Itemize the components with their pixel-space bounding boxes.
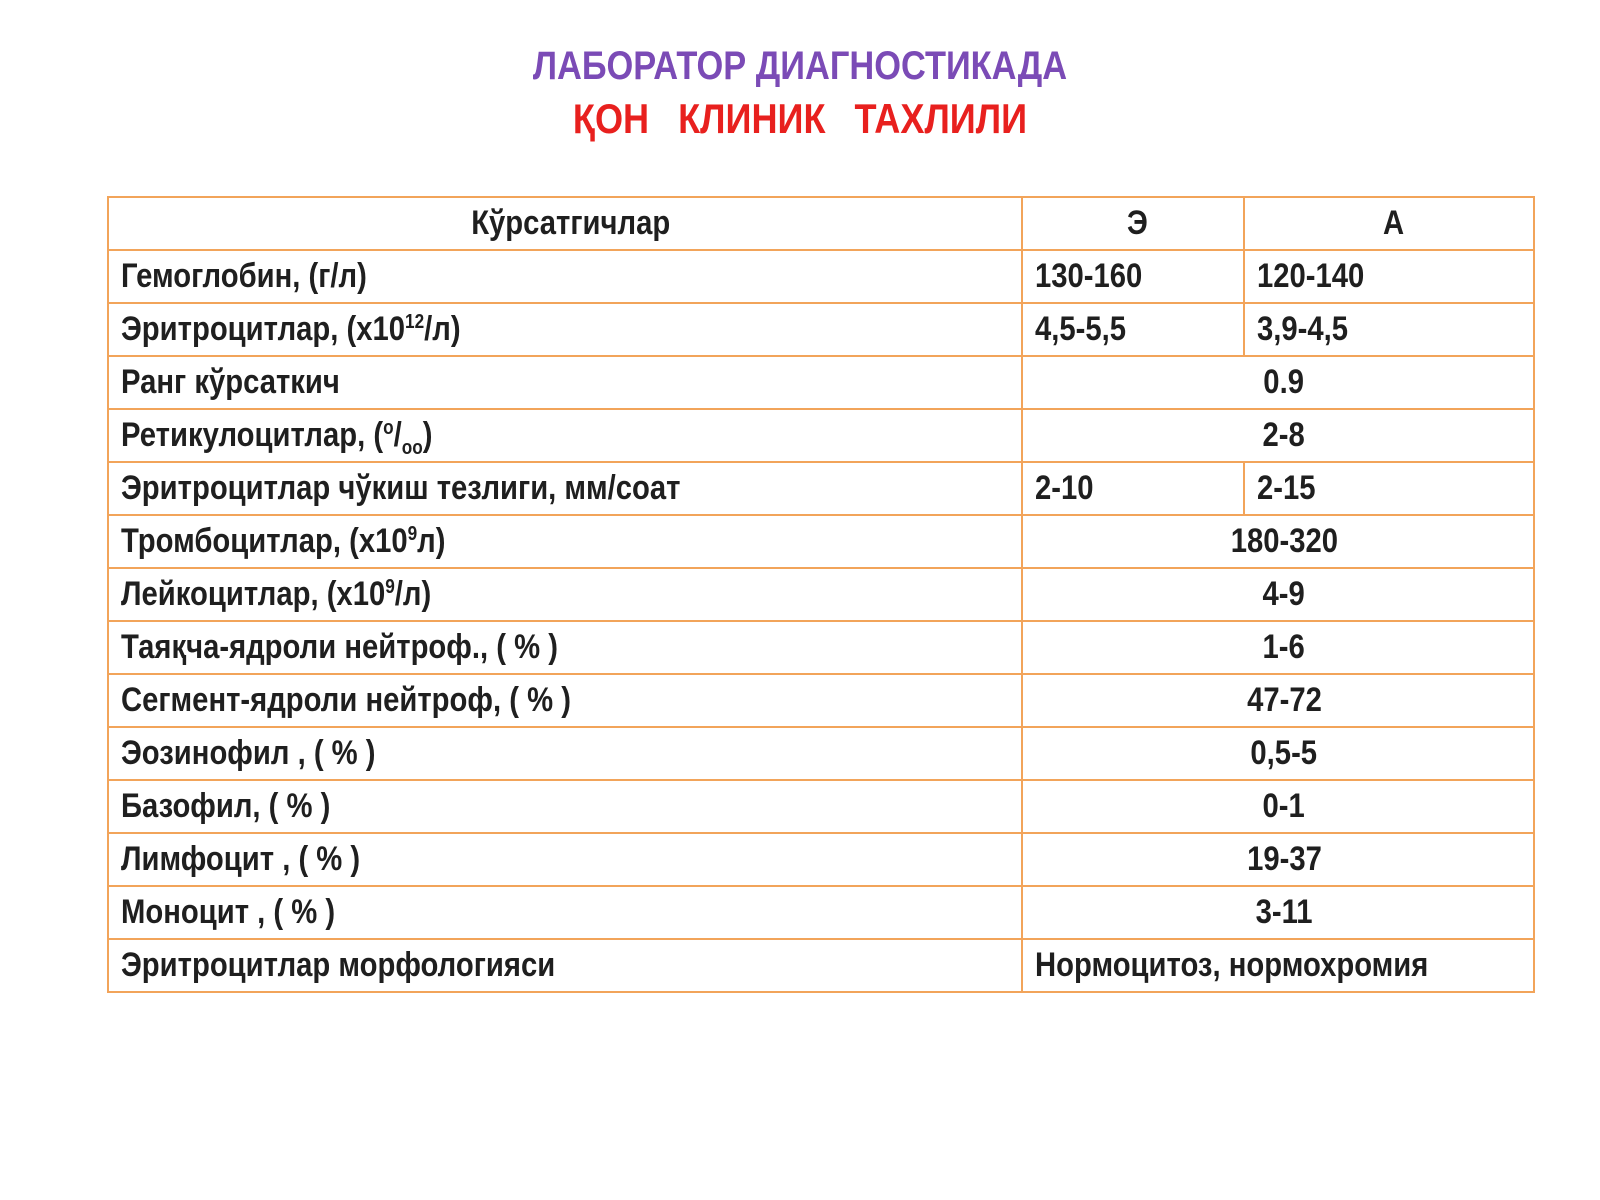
shared-value: 180-320 (1022, 515, 1534, 568)
indicator-name: Эритроцитлар морфологияси (108, 939, 1022, 992)
indicator-name: Лимфоцит , ( % ) (108, 833, 1022, 886)
female-value: 3,9-4,5 (1244, 303, 1534, 356)
indicator-name: Сегмент-ядроли нейтроф, ( % ) (108, 674, 1022, 727)
indicator-name: Ранг кўрсаткич (108, 356, 1022, 409)
page-header (0, 40, 1600, 146)
shared-value: 0-1 (1022, 780, 1534, 833)
blood-test-table (107, 196, 1535, 993)
table-row (108, 621, 1534, 674)
shared-value: 0,5-5 (1022, 727, 1534, 780)
table-row (108, 833, 1534, 886)
indicator-name: Базофил, ( % ) (108, 780, 1022, 833)
indicator-name: Лейкоцитлар, $(х10^9/л)$ (108, 568, 1022, 621)
indicator-name: Эритроцитлар чўкиш тезлиги, мм/соат (108, 462, 1022, 515)
table-row (108, 939, 1534, 992)
indicator-name: Тромбоцитлар, $(х10^9л)$ (108, 515, 1022, 568)
table-row (108, 303, 1534, 356)
table-row (108, 356, 1534, 409)
indicator-name: Моноцит , ( % ) (108, 886, 1022, 939)
table-row (108, 674, 1534, 727)
page-subtitle: ҚОН КЛИНИК ТАХЛИЛИ (572, 95, 1028, 142)
table-row (108, 780, 1534, 833)
shared-value: 19-37 (1022, 833, 1534, 886)
shared-value: 3-11 (1022, 886, 1534, 939)
table-row (108, 568, 1534, 621)
shared-value: 47-72 (1022, 674, 1534, 727)
header-indicators: Кўрсатгичлар (108, 197, 1022, 250)
shared-value: 1-6 (1022, 621, 1534, 674)
shared-value: 2-8 (1022, 409, 1534, 462)
shared-value: 4-9 (1022, 568, 1534, 621)
indicator-name: Эритроцитлар, $(х10^{12}/л)$ (108, 303, 1022, 356)
male-value: 2-10 (1022, 462, 1244, 515)
indicator-name: Таяқча-ядроли нейтроф., ( % ) (108, 621, 1022, 674)
female-value: 120-140 (1244, 250, 1534, 303)
table-header-row (108, 197, 1534, 250)
male-value: 130-160 (1022, 250, 1244, 303)
table-row (108, 515, 1534, 568)
table-row (108, 886, 1534, 939)
header-male: Э (1022, 197, 1244, 250)
indicator-name: Гемоглобин, (г/л) (108, 250, 1022, 303)
page-title: ЛАБОРАТОР ДИАГНОСТИКАДА (532, 44, 1068, 88)
female-value: 2-15 (1244, 462, 1534, 515)
male-value: 4,5-5,5 (1022, 303, 1244, 356)
table-row (108, 409, 1534, 462)
table-row (108, 250, 1534, 303)
indicator-name: Эозинофил , ( % ) (108, 727, 1022, 780)
table-row (108, 462, 1534, 515)
indicator-name: Ретикулоцитлар, $(^о/_{оо})$ (108, 409, 1022, 462)
shared-value: 0.9 (1022, 356, 1534, 409)
table-row (108, 727, 1534, 780)
shared-value: Нормоцитоз, нормохромия (1022, 939, 1534, 992)
header-female: А (1244, 197, 1534, 250)
